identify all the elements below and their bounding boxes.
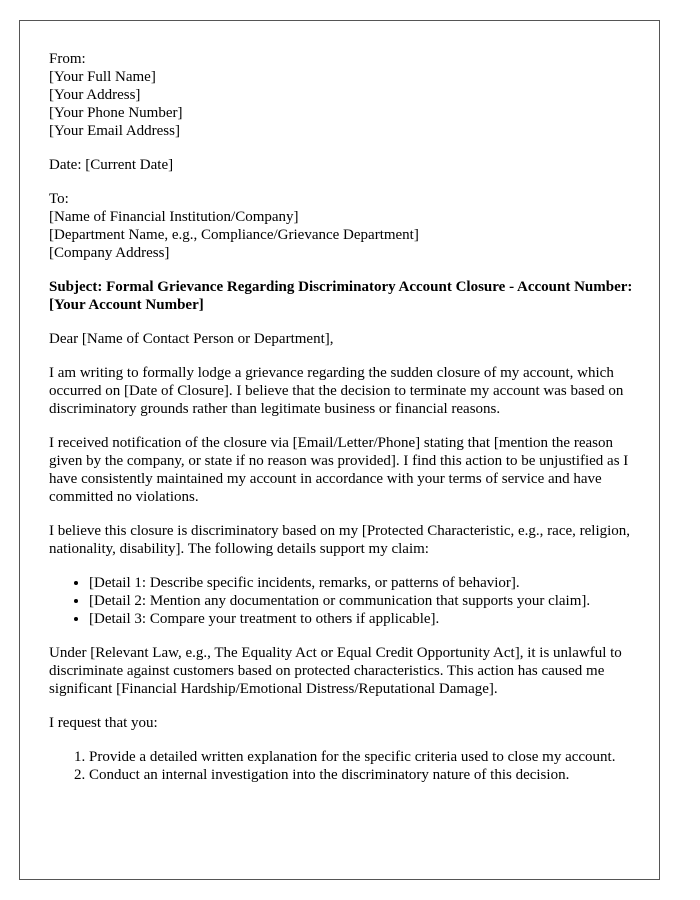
list-item: 1. Provide a detailed written explanation for the specific criteria used to close my account.	[89, 748, 639, 766]
sender-name: [Your Full Name]	[49, 69, 156, 85]
to-heading: To:	[49, 191, 69, 207]
list-item: • [Detail 2: Mention any documentation or communication that supports your claim].	[89, 592, 639, 610]
subject-line: Subject: Formal Grievance Regarding Discriminatory Account Closure - Account Number: [Your Account Number]	[49, 279, 633, 313]
sender-block	[49, 50, 639, 140]
sender-address: [Your Address]	[49, 87, 141, 103]
paragraph-discrimination: I believe this closure is discriminatory based on my [Protected Characteristic, e.g., race, religion, nationality, disability]. The following details support my claim:	[49, 523, 631, 557]
sender-email: [Your Email Address]	[49, 123, 180, 139]
from-heading: From:	[49, 51, 86, 67]
requests-list	[49, 748, 639, 784]
paragraph-notification: I received notification of the closure via [Email/Letter/Phone] stating that [mention the reason given by the company, or state if no reason was provided]. I find this action to be unjustified as I have consistently maintained my account in accordance with your terms of service and have committed no violations.	[49, 435, 629, 505]
paragraph-law: Under [Relevant Law, e.g., The Equality Act or Equal Credit Opportunity Act], it is unlawful to discriminate against customers based on protected characteristics. This action has caused me significant [Financial Hardship/Emotional Distress/Reputational Damage].	[49, 645, 622, 697]
request-intro: I request that you:	[49, 715, 158, 731]
letter-page	[19, 20, 660, 880]
paragraph-intro: I am writing to formally lodge a grievance regarding the sudden closure of my account, which occurred on [Date of Closure]. I believe that the decision to terminate my account was based on discriminatory grounds rather than legitimate business or financial reasons.	[49, 365, 624, 417]
list-item: 2. Conduct an internal investigation into the discriminatory nature of this decision.	[89, 766, 639, 784]
letter-content	[49, 50, 639, 800]
recipient-block	[49, 190, 639, 262]
letter-date: Date: [Current Date]	[49, 157, 174, 173]
recipient-department: [Department Name, e.g., Compliance/Grievance Department]	[49, 227, 419, 243]
salutation: Dear [Name of Contact Person or Department],	[49, 331, 334, 347]
sender-phone: [Your Phone Number]	[49, 105, 183, 121]
recipient-address: [Company Address]	[49, 245, 170, 261]
details-list	[49, 574, 639, 628]
list-item: • [Detail 3: Compare your treatment to others if applicable].	[89, 610, 639, 628]
recipient-institution: [Name of Financial Institution/Company]	[49, 209, 299, 225]
list-item: • [Detail 1: Describe specific incidents, remarks, or patterns of behavior].	[89, 574, 639, 592]
